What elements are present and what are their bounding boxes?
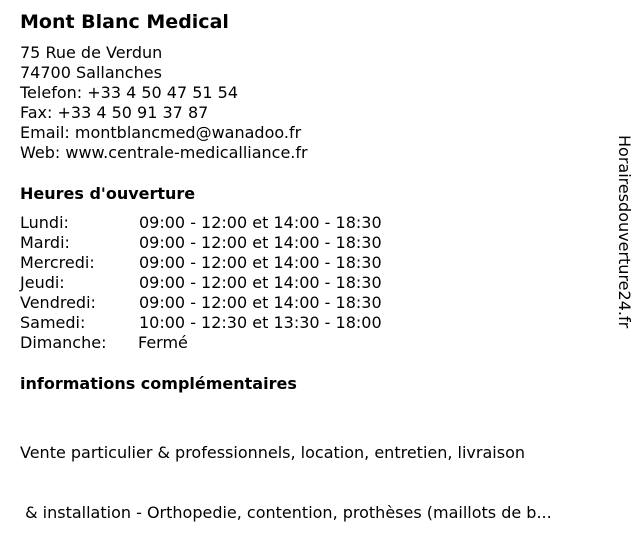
hours-row-samedi (20, 313, 440, 333)
hours-row-dimanche (20, 333, 440, 353)
address-street: 75 Rue de Verdun (20, 43, 163, 62)
time-range: Fermé (138, 333, 188, 352)
watermark-text: Horairesdouverture24.fr (615, 135, 634, 329)
day-label: Dimanche: (20, 333, 107, 352)
time-range: 09:00 - 12:00 et 14:00 - 18:30 (139, 273, 382, 292)
hours-row-mardi (20, 233, 440, 253)
day-label: Vendredi: (20, 293, 96, 312)
time-range: 09:00 - 12:00 et 14:00 - 18:30 (139, 293, 382, 312)
additional-info-heading: informations complémentaires (20, 374, 297, 393)
time-range: 09:00 - 12:00 et 14:00 - 18:30 (139, 213, 382, 232)
day-label: Mardi: (20, 233, 70, 252)
opening-hours-heading: Heures d'ouverture (20, 184, 196, 203)
day-label: Samedi: (20, 313, 86, 332)
opening-hours-table (20, 213, 440, 353)
phone-number: Telefon: +33 4 50 47 51 54 (20, 83, 239, 102)
time-range: 10:00 - 12:30 et 13:30 - 18:00 (139, 313, 382, 332)
website-address: Web: www.centrale-medicalliance.fr (20, 143, 308, 162)
email-address: Email: montblancmed@wanadoo.fr (20, 123, 302, 142)
hours-row-lundi (20, 213, 440, 233)
info-line: Vente particulier & professionnels, location, entretien, livraison (20, 443, 525, 462)
fax-number: Fax: +33 4 50 91 37 87 (20, 103, 209, 122)
site-watermark (614, 135, 634, 370)
time-range: 09:00 - 12:00 et 14:00 - 18:30 (139, 233, 382, 252)
hours-row-mercredi (20, 253, 440, 273)
address-city: 74700 Sallanches (20, 63, 162, 82)
hours-row-vendredi (20, 293, 440, 313)
business-name: Mont Blanc Medical (20, 11, 229, 33)
day-label: Lundi: (20, 213, 69, 232)
day-label: Mercredi: (20, 253, 95, 272)
time-range: 09:00 - 12:00 et 14:00 - 18:30 (139, 253, 382, 272)
info-line: & installation - Orthopedie, contention, prothèses (maillots de b... (20, 503, 552, 522)
contact-block (20, 43, 308, 163)
day-label: Jeudi: (20, 273, 65, 292)
hours-row-jeudi (20, 273, 440, 293)
additional-info-text (20, 403, 552, 543)
